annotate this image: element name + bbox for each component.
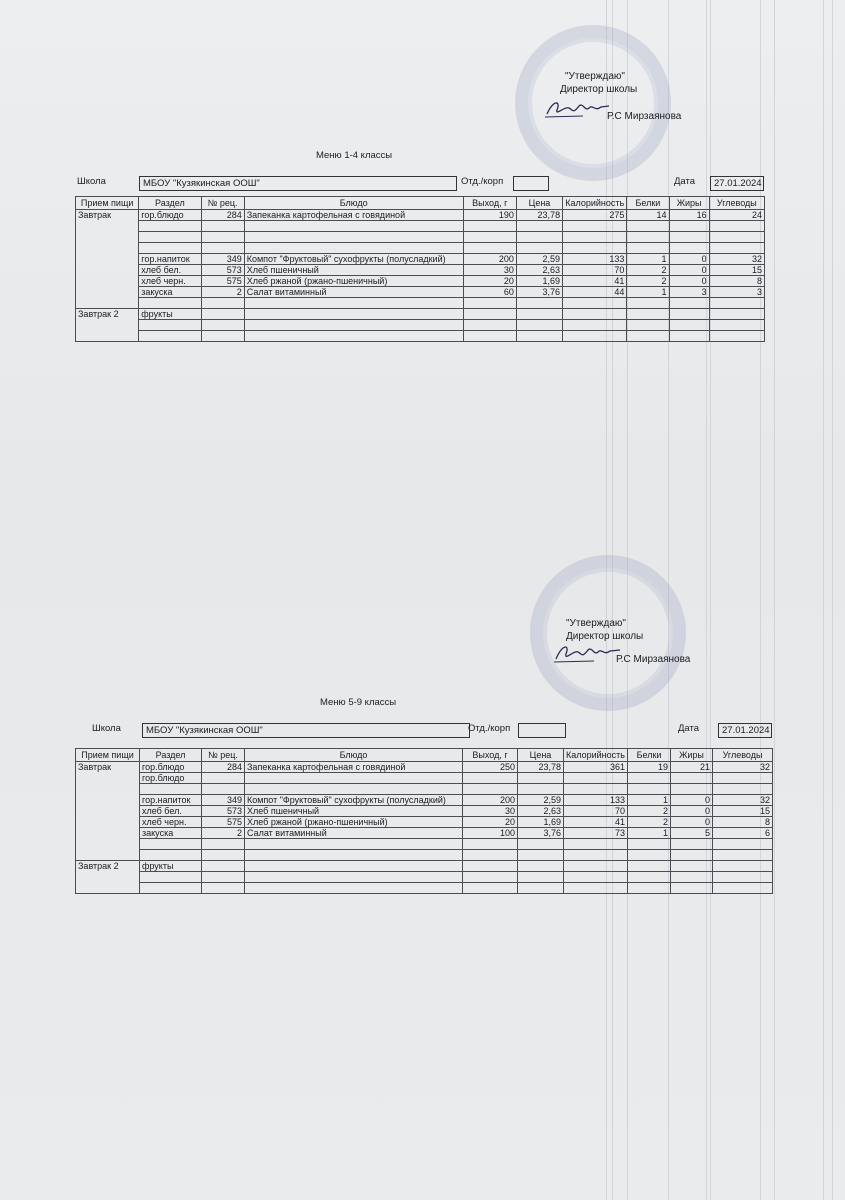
- cell-section: гор.блюдо: [140, 773, 202, 784]
- approval-signer: Р.С Мирзаянова: [616, 654, 691, 665]
- dept-field: [513, 176, 549, 191]
- cell-recipe: 284: [202, 762, 245, 773]
- col-fat: Жиры: [671, 749, 713, 762]
- col-section: Раздел: [140, 749, 202, 762]
- cell-protein: 19: [628, 762, 671, 773]
- cell-recipe: 2: [201, 287, 244, 298]
- cell-protein: 2: [627, 276, 669, 287]
- cell-price: 2,59: [518, 795, 564, 806]
- school-line: [92, 723, 772, 737]
- approval-line1: "Утверждаю": [566, 618, 626, 629]
- table-row: [76, 309, 765, 320]
- meal-breakfast-2: Завтрак 2: [76, 309, 139, 342]
- cell-fat: 0: [669, 276, 709, 287]
- cell-section: гор.напиток: [139, 254, 201, 265]
- cell-protein: 2: [628, 817, 671, 828]
- empty-row: [76, 320, 765, 331]
- cell-dish: Запеканка картофельная с говядиной: [244, 210, 463, 221]
- cell-kcal: 70: [564, 806, 628, 817]
- cell-kcal: 133: [564, 795, 628, 806]
- cell-recipe: 284: [201, 210, 244, 221]
- col-recipe: № рец.: [202, 749, 245, 762]
- meal-breakfast-2: Завтрак 2: [76, 861, 140, 894]
- cell-dish: Хлеб пшеничный: [244, 265, 463, 276]
- empty-row: [76, 331, 765, 342]
- date-label: Дата: [678, 723, 700, 734]
- cell-dish: Компот "Фруктовый" сухофрукты (полусладкий): [245, 795, 463, 806]
- cell-recipe: 2: [202, 828, 245, 839]
- cell-section: фрукты: [140, 861, 202, 872]
- cell-carbs: 3: [709, 287, 764, 298]
- table-row: [76, 276, 765, 287]
- cell-dish: Хлеб ржаной (ржано-пшеничный): [244, 276, 463, 287]
- empty-row: [76, 298, 765, 309]
- meal-breakfast: Завтрак: [76, 762, 140, 861]
- table-row: [76, 817, 773, 828]
- table-row: [76, 210, 765, 221]
- col-dish: Блюдо: [245, 749, 463, 762]
- col-recipe: № рец.: [201, 197, 244, 210]
- approval-line2: Директор школы: [560, 84, 638, 95]
- cell-recipe: 573: [202, 806, 245, 817]
- cell-price: 3,76: [516, 287, 562, 298]
- cell-section: хлеб бел.: [139, 265, 201, 276]
- cell-dish: Компот "Фруктовый" сухофрукты (полусладкий): [244, 254, 463, 265]
- dept-field: [518, 723, 566, 738]
- cell-fat: 21: [671, 762, 713, 773]
- cell-yield: 200: [463, 795, 518, 806]
- cell-section: закуска: [139, 287, 201, 298]
- header-row: [76, 197, 765, 210]
- cell-dish: Запеканка картофельная с говядиной: [245, 762, 463, 773]
- col-meal: Прием пищи: [76, 749, 140, 762]
- cell-kcal: 133: [563, 254, 627, 265]
- cell-yield: 20: [463, 817, 518, 828]
- cell-protein: 14: [627, 210, 669, 221]
- cell-fat: 16: [669, 210, 709, 221]
- cell-recipe: 349: [202, 795, 245, 806]
- empty-row: [76, 243, 765, 254]
- cell-dish: Хлеб ржаной (ржано-пшеничный): [245, 817, 463, 828]
- col-dish: Блюдо: [244, 197, 463, 210]
- cell-yield: 60: [463, 287, 516, 298]
- col-yield: Выход, г: [463, 749, 518, 762]
- col-fat: Жиры: [669, 197, 709, 210]
- table-row: [76, 265, 765, 276]
- col-carbs: Углеводы: [709, 197, 764, 210]
- cell-price: 2,63: [518, 806, 564, 817]
- col-yield: Выход, г: [463, 197, 516, 210]
- cell-yield: 20: [463, 276, 516, 287]
- col-carbs: Углеводы: [713, 749, 773, 762]
- cell-section: гор.блюдо: [139, 210, 201, 221]
- empty-row: [76, 784, 773, 795]
- school-label: Школа: [77, 176, 106, 187]
- table-row: [76, 254, 765, 265]
- cell-carbs: 8: [713, 817, 773, 828]
- cell-carbs: 32: [709, 254, 764, 265]
- approval-signer: Р.С Мирзаянова: [607, 111, 682, 122]
- cell-section: гор.блюдо: [140, 762, 202, 773]
- cell-price: 23,78: [518, 762, 564, 773]
- cell-kcal: 41: [563, 276, 627, 287]
- cell-carbs: 32: [713, 762, 773, 773]
- cell-dish: Салат витаминный: [244, 287, 463, 298]
- col-price: Цена: [516, 197, 562, 210]
- approval-line2: Директор школы: [566, 631, 644, 642]
- empty-row: [76, 232, 765, 243]
- cell-kcal: 73: [564, 828, 628, 839]
- cell-section: закуска: [140, 828, 202, 839]
- cell-kcal: 361: [564, 762, 628, 773]
- col-protein: Белки: [627, 197, 669, 210]
- table-row: [76, 773, 773, 784]
- date-label: Дата: [674, 176, 696, 187]
- cell-kcal: 70: [563, 265, 627, 276]
- empty-row: [76, 850, 773, 861]
- cell-price: 3,76: [518, 828, 564, 839]
- cell-section: фрукты: [139, 309, 201, 320]
- cell-carbs: 15: [709, 265, 764, 276]
- col-price: Цена: [518, 749, 564, 762]
- cell-protein: 1: [628, 828, 671, 839]
- empty-row: [76, 221, 765, 232]
- date-field: 27.01.2024: [718, 723, 772, 738]
- cell-yield: 190: [463, 210, 516, 221]
- approval-block: [566, 617, 716, 677]
- table-row: [76, 806, 773, 817]
- cell-recipe: 575: [202, 817, 245, 828]
- table-row: [76, 287, 765, 298]
- cell-yield: 100: [463, 828, 518, 839]
- cell-protein: 1: [628, 795, 671, 806]
- table-row: [76, 828, 773, 839]
- cell-fat: 0: [669, 265, 709, 276]
- col-kcal: Калорийность: [563, 197, 627, 210]
- cell-price: 23,78: [516, 210, 562, 221]
- cell-fat: 5: [671, 828, 713, 839]
- date-field: 27.01.2024: [710, 176, 764, 191]
- cell-kcal: 41: [564, 817, 628, 828]
- cell-price: 1,69: [516, 276, 562, 287]
- cell-recipe: 349: [201, 254, 244, 265]
- cell-carbs: 8: [709, 276, 764, 287]
- cell-yield: 250: [463, 762, 518, 773]
- cell-section: гор.напиток: [140, 795, 202, 806]
- cell-yield: 30: [463, 806, 518, 817]
- cell-fat: 0: [671, 795, 713, 806]
- empty-row: [76, 839, 773, 850]
- menu-table: [75, 196, 765, 342]
- approval-line1: "Утверждаю": [565, 71, 625, 82]
- col-meal: Прием пищи: [76, 197, 139, 210]
- meal-breakfast: Завтрак: [76, 210, 139, 309]
- table-row: [76, 861, 773, 872]
- col-protein: Белки: [628, 749, 671, 762]
- approval-block: [555, 70, 705, 130]
- school-name-field: МБОУ "Кузякинская ООШ": [139, 176, 457, 191]
- empty-row: [76, 872, 773, 883]
- cell-fat: 0: [671, 806, 713, 817]
- table-row: [76, 762, 773, 773]
- menu-table: [75, 748, 773, 894]
- cell-kcal: 44: [563, 287, 627, 298]
- school-name-field: МБОУ "Кузякинская ООШ": [142, 723, 470, 738]
- cell-fat: 0: [669, 254, 709, 265]
- cell-recipe: 575: [201, 276, 244, 287]
- table-row: [76, 795, 773, 806]
- cell-yield: 200: [463, 254, 516, 265]
- cell-carbs: 6: [713, 828, 773, 839]
- school-label: Школа: [92, 723, 121, 734]
- cell-section: хлеб черн.: [140, 817, 202, 828]
- dept-label: Отд./корп: [461, 176, 504, 187]
- signature-icon: [543, 98, 613, 120]
- signature-icon: [552, 641, 624, 665]
- header-row: [76, 749, 773, 762]
- cell-protein: 1: [627, 287, 669, 298]
- cell-dish: Салат витаминный: [245, 828, 463, 839]
- cell-price: 2,63: [516, 265, 562, 276]
- cell-yield: 30: [463, 265, 516, 276]
- cell-fat: 0: [671, 817, 713, 828]
- cell-section: хлеб черн.: [139, 276, 201, 287]
- cell-protein: 1: [627, 254, 669, 265]
- cell-fat: 3: [669, 287, 709, 298]
- cell-price: 1,69: [518, 817, 564, 828]
- cell-protein: 2: [628, 806, 671, 817]
- col-section: Раздел: [139, 197, 201, 210]
- school-line: [77, 176, 767, 190]
- cell-protein: 2: [627, 265, 669, 276]
- cell-carbs: 24: [709, 210, 764, 221]
- empty-row: [76, 883, 773, 894]
- dept-label: Отд./корп: [468, 723, 511, 734]
- cell-dish: Хлеб пшеничный: [245, 806, 463, 817]
- col-kcal: Калорийность: [564, 749, 628, 762]
- menu-title: Меню 1-4 классы: [316, 150, 393, 161]
- cell-price: 2,59: [516, 254, 562, 265]
- menu-title: Меню 5-9 классы: [320, 697, 397, 708]
- cell-recipe: 573: [201, 265, 244, 276]
- cell-carbs: 32: [713, 795, 773, 806]
- cell-section: хлеб бел.: [140, 806, 202, 817]
- cell-carbs: 15: [713, 806, 773, 817]
- cell-kcal: 275: [563, 210, 627, 221]
